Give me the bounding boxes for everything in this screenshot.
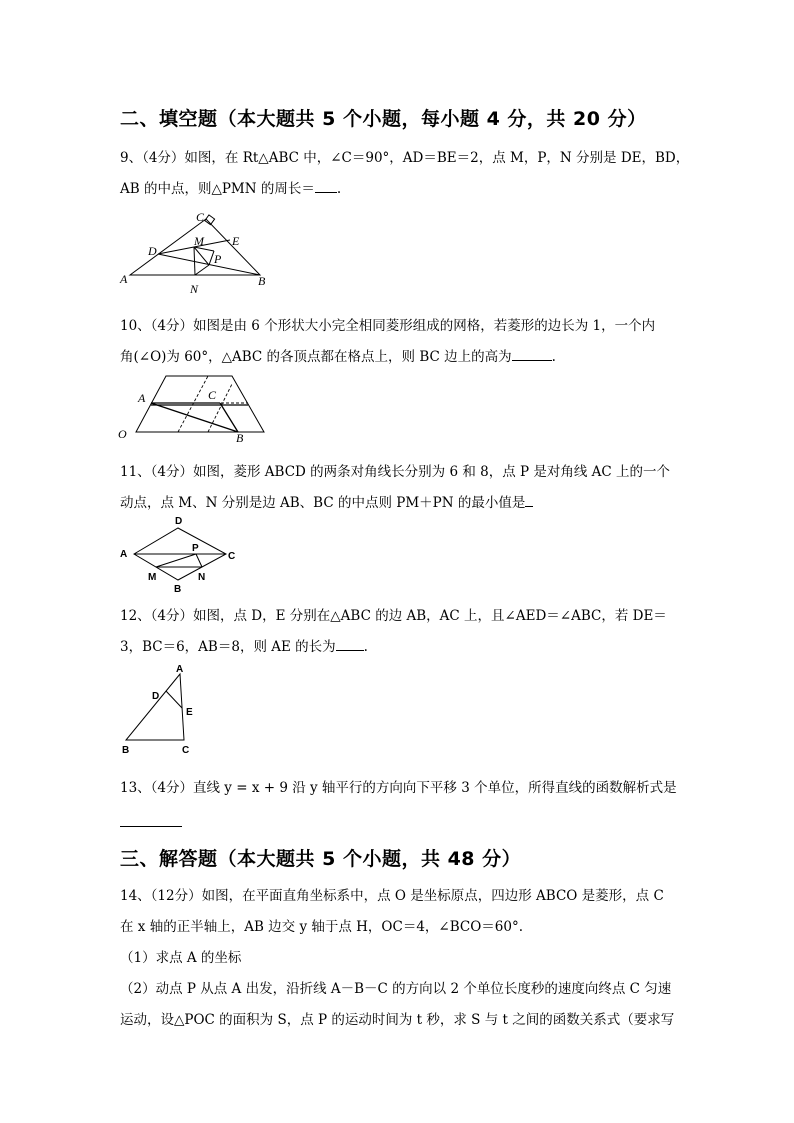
q12-text-line-2 xyxy=(120,635,368,655)
q11-label-d: D xyxy=(175,516,183,527)
q10-label-o: O xyxy=(118,427,127,441)
q9-label-m: M xyxy=(194,234,204,248)
q12-figure xyxy=(118,662,208,758)
q11-label-n: N xyxy=(198,572,206,583)
q11-figure xyxy=(118,514,248,596)
q11-answer-blank xyxy=(525,494,533,507)
q12-label-e: E xyxy=(186,707,193,718)
q9-segment-mn xyxy=(194,247,195,275)
q14-text-line-2: 在 x 轴的正半轴上，AB 边交 y 轴于点 H，OC＝4，∠BCO＝60°. xyxy=(120,919,524,935)
q13-answer-blank xyxy=(120,826,182,827)
section-2-heading: 二、填空题（本大题共 5 个小题，每小题 4 分，共 20 分） xyxy=(120,108,647,130)
q11-label-b: B xyxy=(174,584,182,595)
q9-label-a: A xyxy=(120,272,128,286)
q9-figure xyxy=(118,205,278,297)
q12-text-line-1: 12、（4分）如图，点 D，E 分别在△ABC 的边 AB，AC 上，且∠AED＝∠ABC，若 DE＝ xyxy=(120,608,667,624)
q10-label-a: A xyxy=(138,391,146,405)
q11-segment-pn xyxy=(196,554,202,567)
q9-text-line-2 xyxy=(120,177,341,197)
q9-label-b: B xyxy=(258,274,266,288)
q12-label-d: D xyxy=(152,691,160,702)
q11-text-line-1: 11、（4分）如图，菱形 ABCD 的两条对角线长分别为 6 和 8，点 P 是对角线 AC 上的一个 xyxy=(120,464,671,480)
q9-text-line-1: 9、（4分）如图，在 Rt△ABC 中，∠C＝90°，AD＝BE＝2，点 M，P，N 分别是 DE，BD， xyxy=(120,150,690,166)
q14-part-2-line-1: （2）动点 P 从点 A 出发，沿折线 A－B－C 的方向以 2 个单位长度秒的速度向终点 C 匀速 xyxy=(120,981,672,997)
q10-question-text: 角(∠O)为 60°，△ABC 的各顶点都在格点上，则 BC 边上的高为 xyxy=(120,349,512,365)
q10-figure xyxy=(116,370,276,444)
section-3-heading: 三、解答题（本大题共 5 个小题，共 48 分） xyxy=(120,848,522,870)
q14-part-2-line-2: 运动，设△POC 的面积为 S，点 P 的运动时间为 t 秒，求 S 与 t 之间的函数关系式（要求写 xyxy=(120,1012,675,1028)
q9-label-p: P xyxy=(214,252,222,266)
q11-label-m: M xyxy=(148,572,157,583)
q11-label-c: C xyxy=(228,551,236,562)
q9-segment-pn xyxy=(195,265,209,275)
q11-question-text: 动点，点 M、N 分别是边 AB、BC 的中点则 PM＋PN 的最小值是 xyxy=(120,495,526,511)
q12-label-b: B xyxy=(122,745,130,756)
q12-triangle-abc xyxy=(126,674,184,740)
q11-label-a: A xyxy=(120,549,128,560)
q10-label-c: C xyxy=(208,388,217,402)
q9-label-e: E xyxy=(232,234,240,248)
q10-period: . xyxy=(551,349,556,365)
q10-text-line-2 xyxy=(120,345,556,365)
q11-label-p: P xyxy=(192,543,199,554)
q9-period: . xyxy=(336,181,342,197)
q9-question-text: AB 的中点，则△PMN 的周长＝ xyxy=(120,181,315,197)
q10-label-b: B xyxy=(236,431,244,444)
q10-segment-ab xyxy=(151,403,238,432)
q9-label-n: N xyxy=(190,282,199,296)
q9-label-c: C xyxy=(196,210,205,224)
q11-text-line-2 xyxy=(120,491,533,511)
q14-part-1: （1）求点 A 的坐标 xyxy=(120,950,242,966)
q10-answer-blank xyxy=(512,348,552,361)
q12-answer-blank xyxy=(336,638,364,651)
q9-answer-blank xyxy=(315,180,337,193)
q10-text-line-1: 10、（4分）如图是由 6 个形状大小完全相同菱形组成的网格，若菱形的边长为 1，一个内 xyxy=(120,318,656,334)
q13-text-line-1: 13、（4分）直线 y = x + 9 沿 y 轴平行的方向向下平移 3 个单位，所得直线的函数解析式是 xyxy=(120,780,677,796)
q12-label-c: C xyxy=(182,745,190,756)
q12-question-text: 3，BC＝6，AB＝8，则 AE 的长为 xyxy=(120,639,336,655)
q11-segment-pm xyxy=(156,554,196,567)
q9-label-d: D xyxy=(148,244,157,258)
q12-segment-de xyxy=(166,691,182,708)
q14-text-line-1: 14、（12分）如图，在平面直角坐标系中，点 O 是坐标原点，四边形 ABCO 是菱形，点 C xyxy=(120,888,664,904)
q10-segment-cb xyxy=(220,403,238,432)
q12-period: . xyxy=(363,639,368,655)
q12-label-a: A xyxy=(176,664,184,675)
q10-grid-line-1 xyxy=(178,376,208,432)
